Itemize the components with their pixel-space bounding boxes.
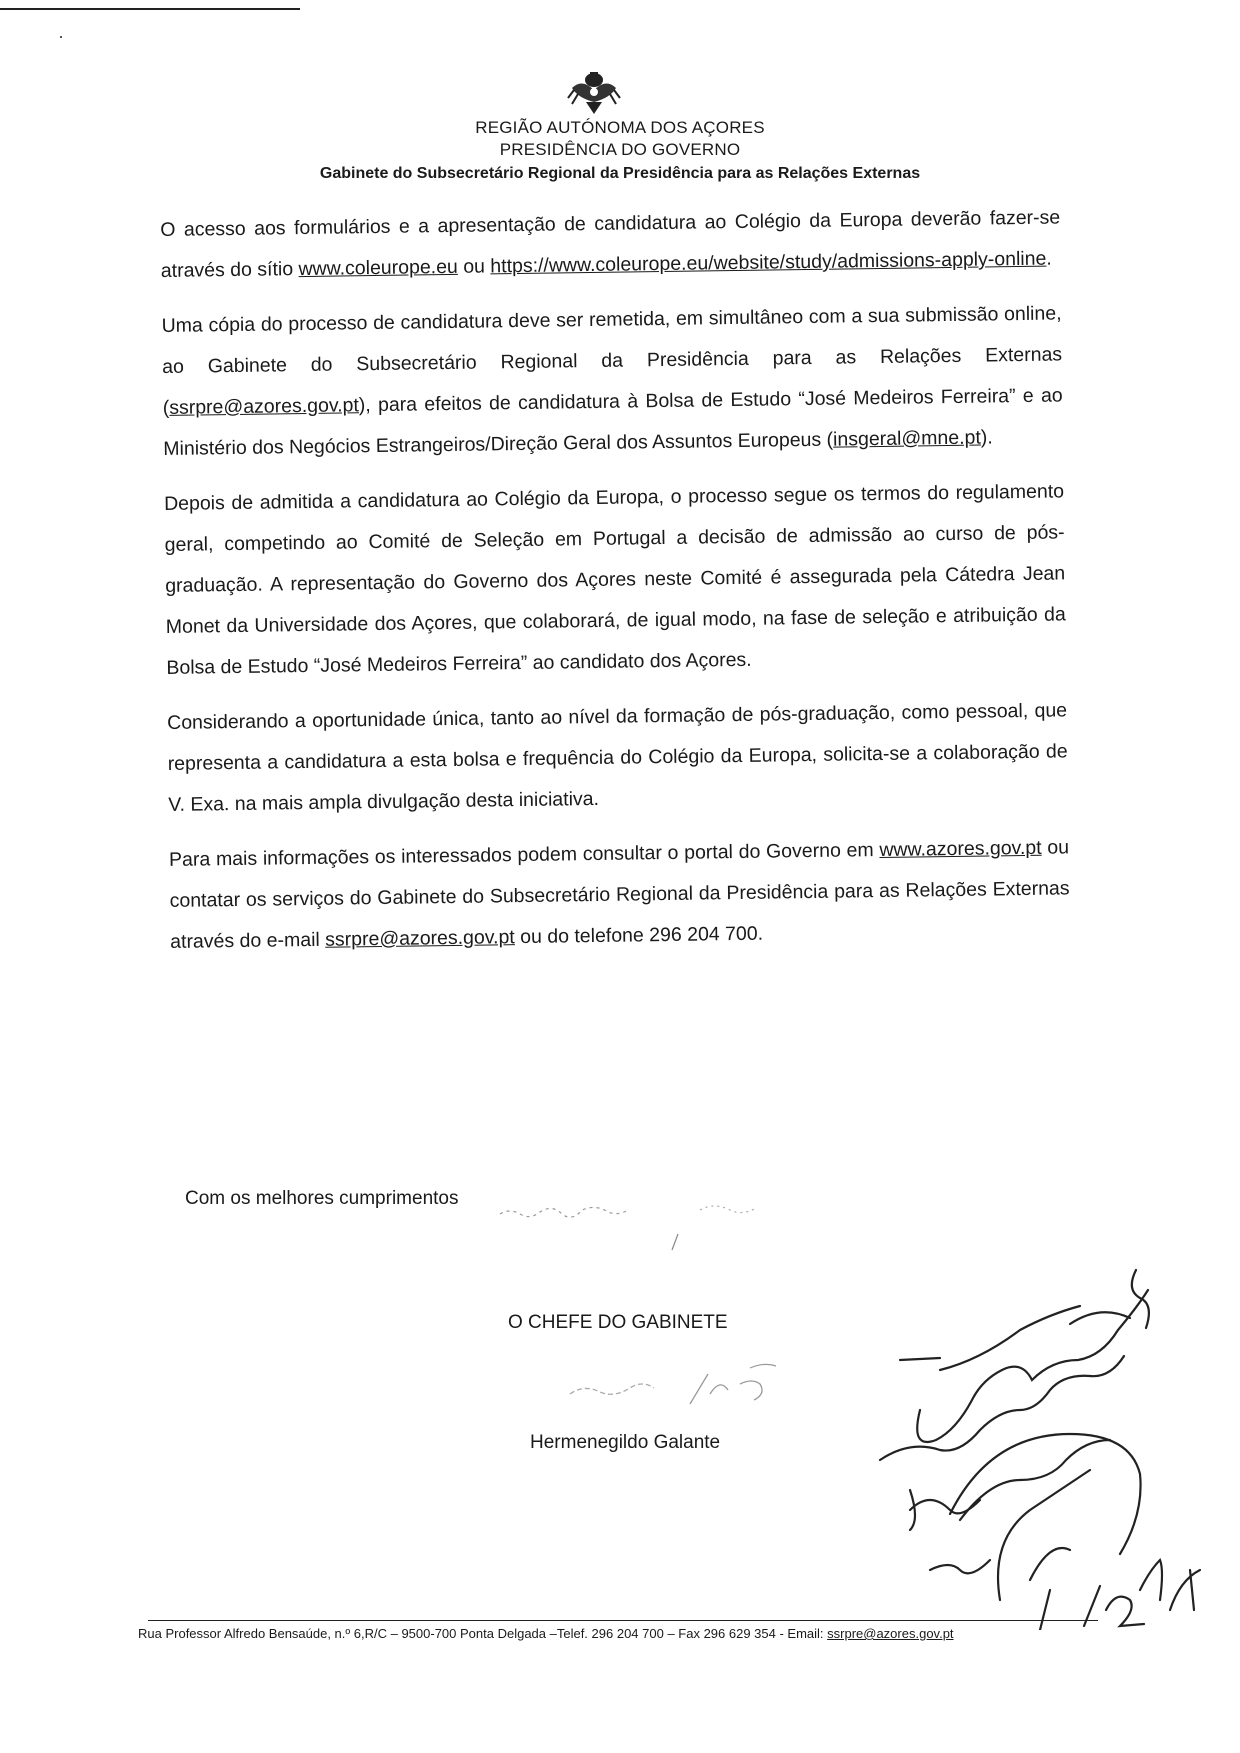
signature: [560, 1354, 840, 1424]
closing-salutation: Com os melhores cumprimentos: [185, 1188, 459, 1209]
azores-portal-link[interactable]: www.azores.gov.pt: [879, 836, 1042, 862]
header-presidency: PRESIDÊNCIA DO GOVERNO: [499, 140, 741, 159]
signatory-name: Hermenegildo Galante: [530, 1432, 721, 1453]
paragraph-3: Depois de admitida a candidatura ao Colégio da Europa, o processo segue os termos do regulamento geral, competindo ao Comité de Seleção em Portugal a decisão de admissão ao curso de pós-graduação. A representação do Governo dos Açores neste Comité é assegurada pela Cátedra Jean Monet da Universidade dos Açores, que colaborará, de igual modo, na fase de seleção e atribuição da Bolsa de Estudo “José Medeiros Ferreira” ao candidato dos Açores.: [163, 480, 1066, 679]
ssrpre-email-link-2[interactable]: ssrpre@azores.gov.pt: [325, 926, 515, 951]
paragraph-2: [161, 293, 1063, 470]
footer-email-link[interactable]: ssrpre@azores.gov.pt: [827, 1626, 954, 1641]
p2-text-c: ).: [980, 426, 993, 449]
p1-text-c: .: [1046, 247, 1052, 270]
coleurope-link[interactable]: www.coleurope.eu: [298, 255, 458, 281]
footer-address-text: Rua Professor Alfredo Bensaúde, n.º 6,R/C – 9500-700 Ponta Delgada –Telef. 296 204 700 – Fax 296 629 354 - Email:: [138, 1626, 828, 1641]
p1-text-a: O acesso aos formulários e a apresentação de candidatura ao Colégio da Europa deverão fazer-se através do sítio: [160, 206, 1061, 282]
header-region: REGIÃO AUTÓNOMA DOS AÇORES: [475, 118, 765, 137]
footer-rule: [148, 1620, 1098, 1621]
signatory-title: O CHEFE DO GABINETE: [508, 1312, 728, 1333]
admissions-link[interactable]: https://www.coleurope.eu/website/study/admissions-apply-online: [490, 247, 1047, 278]
scan-speck: [60, 36, 62, 38]
p2-text-b: ), para efeitos de candidatura à Bolsa de Estudo “José Medeiros Ferreira” e ao Ministério dos Negócios Estrangeiros/Direção Geral dos Assuntos Europeus (: [163, 384, 1063, 460]
top-rule: [0, 8, 300, 10]
p5-text-a: Para mais informações os interessados podem consultar o portal do Governo em: [168, 839, 880, 871]
p5-text-c: ou do telefone 296 204 700.: [514, 922, 764, 949]
paragraph-5: [169, 827, 1071, 963]
letter-body: [160, 197, 1071, 976]
paragraph-1: [160, 197, 1061, 292]
footer-address: [138, 1626, 954, 1641]
coat-of-arms-icon: [566, 68, 622, 116]
insgeral-email-link[interactable]: insgeral@mne.pt: [832, 426, 981, 451]
p5-text-b: ou contatar os serviços do Gabinete do Subsecretário Regional da Presidência para as Relações Externas através do e-mail: [169, 836, 1070, 953]
header-office: Gabinete do Subsecretário Regional da Presidência para as Relações Externas: [319, 165, 921, 182]
paragraph-4: Considerando a oportunidade única, tanto ao nível da formação de pós-graduação, como pessoal, que representa a candidatura a esta bolsa e frequência do Colégio da Europa, solicita-se a colaboração de V. Exa. na mais ampla divulgação desta iniciativa.: [167, 699, 1068, 816]
handwritten-annotation: [840, 1250, 1220, 1630]
p1-text-b: ou: [457, 255, 491, 278]
p2-text-a: Uma cópia do processo de candidatura deve ser remetida, em simultâneo com a sua submissão online, ao Gabinete do Subsecretário Regional da Presidência para as Relações Externas (: [161, 302, 1063, 419]
faint-signature: [480, 1184, 800, 1254]
ssrpre-email-link[interactable]: ssrpre@azores.gov.pt: [169, 394, 359, 419]
